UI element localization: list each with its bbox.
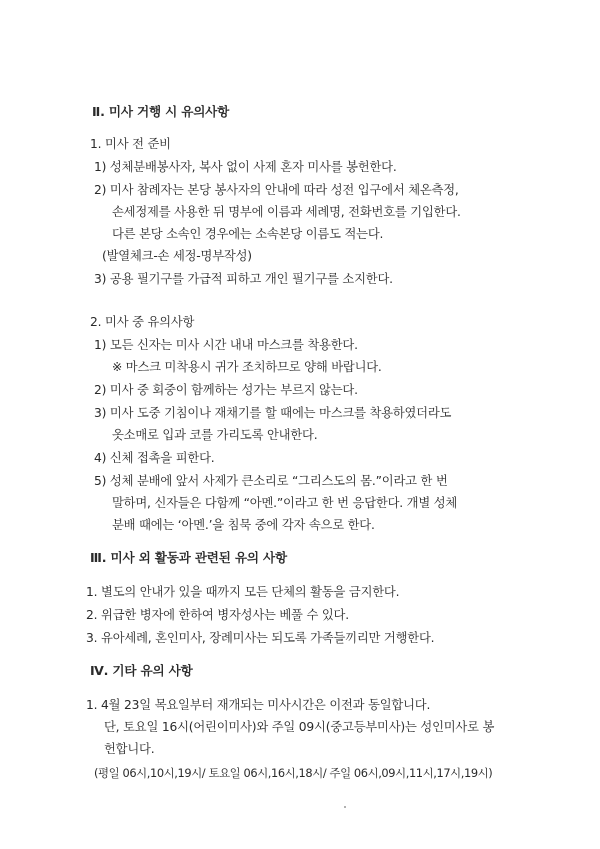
list-item: 1. 별도의 안내가 있을 때까지 모든 단체의 활동을 금지한다. (86, 585, 400, 599)
list-item-continuation: 단, 토요일 16시(어린이미사)와 주일 09시(중고등부미사)는 성인미사로 봉 (104, 720, 495, 734)
section-4-heading: Ⅳ. 기타 유의 사항 (90, 663, 193, 678)
list-item-note: ※ 마스크 미착용시 귀가 조치하므로 양해 바랍니다. (112, 360, 382, 374)
list-item: 1) 성체분배봉사자, 복사 없이 사제 혼자 미사를 봉헌한다. (94, 160, 397, 174)
list-item: 5) 성체 분배에 앞서 사제가 큰소리로 “그리스도의 몸.”이라고 한 번 (94, 474, 448, 488)
list-item-continuation: 다른 본당 소속인 경우에는 소속본당 이름도 적는다. (112, 227, 384, 241)
list-item: 3) 공용 필기구를 가급적 피하고 개인 필기구를 소지한다. (94, 272, 393, 286)
list-item: 2) 미사 중 회중이 함께하는 성가는 부르지 않는다. (94, 383, 358, 397)
list-item: 1. 4월 23일 목요일부터 재개되는 미사시간은 이전과 동일합니다. (86, 698, 431, 712)
list-item-continuation: 말하며, 신자들은 다함께 “아멘.”이라고 한 번 응답한다. 개별 성체 (112, 496, 458, 510)
list-item: 4) 신체 접촉을 피한다. (94, 451, 215, 465)
list-item: 3) 미사 도중 기침이나 재채기를 할 때에는 마스크를 착용하였더라도 (94, 406, 452, 420)
list-item: 3. 유아세례, 혼인미사, 장례미사는 되도록 가족들끼리만 거행한다. (86, 631, 435, 645)
list-item-continuation: 분배 때에는 ‘아멘.’을 침묵 중에 각자 속으로 한다. (112, 518, 375, 532)
section-2-heading: Ⅱ. 미사 거행 시 유의사항 (92, 104, 230, 119)
list-item-continuation: 옷소매로 입과 코를 가리도록 안내한다. (112, 428, 318, 442)
list-item: 1) 모든 신자는 미사 시간 내내 마스크를 착용한다. (94, 338, 358, 352)
list-item-continuation: 헌합니다. (104, 742, 155, 756)
scan-speck (344, 806, 346, 808)
subsection-2-2-title: 2. 미사 중 유의사항 (90, 315, 195, 329)
schedule-note: (평일 06시,10시,19시/ 토요일 06시,16시,18시/ 주일 06시,09시,11시,17시,19시) (94, 766, 493, 780)
list-item: 2. 위급한 병자에 한하여 병자성사는 베풀 수 있다. (86, 608, 349, 622)
list-item-note: (발열체크-손 세정-명부작성) (102, 249, 252, 263)
subsection-2-1-title: 1. 미사 전 준비 (90, 137, 171, 151)
section-3-heading: Ⅲ. 미사 외 활동과 관련된 유의 사항 (90, 550, 287, 565)
list-item: 2) 미사 참례자는 본당 봉사자의 안내에 따라 성전 입구에서 체온측정, (94, 183, 459, 197)
list-item-continuation: 손세정제를 사용한 뒤 명부에 이름과 세례명, 전화번호를 기입한다. (112, 205, 461, 219)
